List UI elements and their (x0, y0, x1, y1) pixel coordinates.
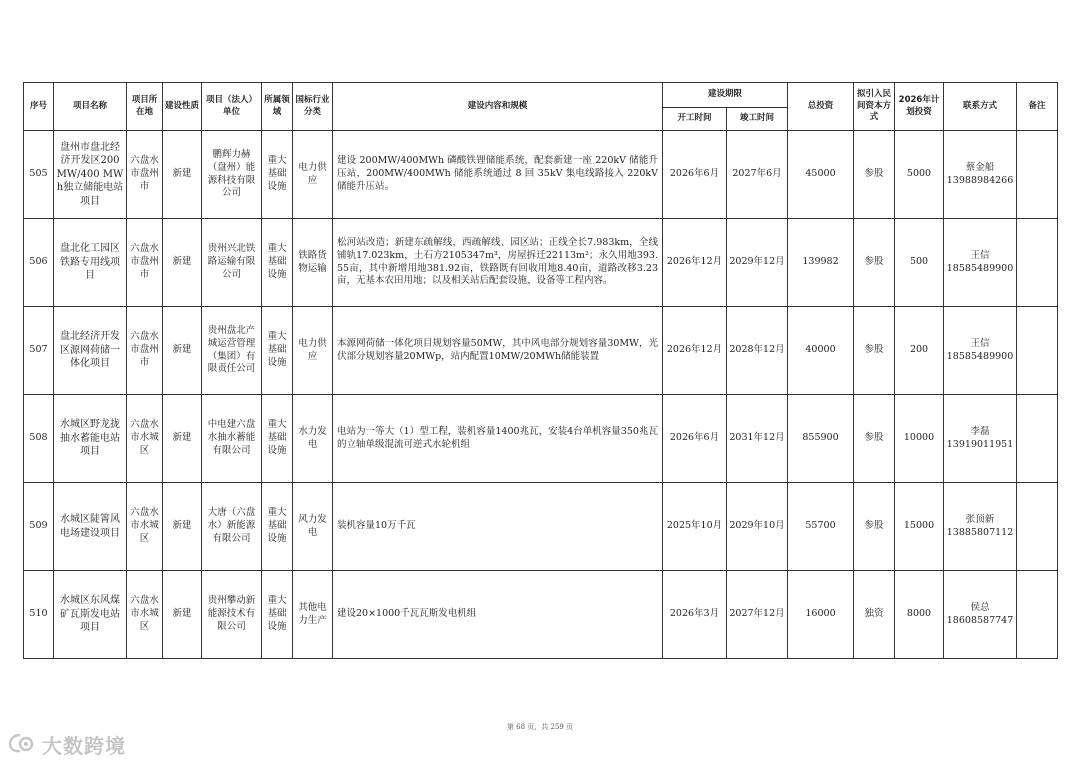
cell-end: 2029年12月 (727, 219, 788, 307)
contact-name: 张顶新 (965, 513, 995, 525)
cell-industry: 电力供应 (293, 131, 333, 219)
cell-seq: 510 (24, 571, 54, 659)
cell-contact (944, 571, 1017, 659)
table-row (24, 571, 1058, 659)
cell-investment: 139982 (788, 219, 854, 307)
cell-domain: 重大基础设施 (262, 307, 293, 395)
col-header-industry: 国标行业分类 (293, 83, 333, 131)
cell-nature: 新建 (163, 307, 202, 395)
cell-start: 2026年6月 (663, 395, 727, 483)
col-header-content: 建设内容和规模 (333, 83, 663, 131)
cell-location: 六盘水市水城区 (127, 395, 163, 483)
cell-seq: 507 (24, 307, 54, 395)
contact-phone: 13885807112 (946, 526, 1014, 538)
cell-unit: 贵州盘北产城运营管理（集团）有限责任公司 (202, 307, 262, 395)
cell-domain: 重大基础设施 (262, 219, 293, 307)
contact-phone: 18585489900 (946, 350, 1014, 362)
cell-investment: 855900 (788, 395, 854, 483)
cell-content: 电站为一等大（1）型工程，装机容量1400兆瓦，安装4台单机容量350兆瓦的立轴单级混流可逆式水轮机组 (333, 395, 663, 483)
cell-end: 2031年12月 (727, 395, 788, 483)
cell-industry: 其他电力生产 (293, 571, 333, 659)
col-header-plan2026: 2026年计划投资 (895, 83, 944, 131)
cell-name: 盘北经济开发区源网荷储一体化项目 (54, 307, 127, 395)
contact-phone: 13988984266 (946, 174, 1014, 186)
col-header-seq: 序号 (24, 83, 54, 131)
cell-domain: 重大基础设施 (262, 395, 293, 483)
cell-private-mode: 参股 (854, 131, 895, 219)
watermark-text: 大数跨境 (42, 734, 126, 758)
cell-investment: 40000 (788, 307, 854, 395)
cell-investment: 55700 (788, 483, 854, 571)
project-table (23, 82, 1058, 659)
cell-start: 2026年12月 (663, 307, 727, 395)
col-header-name: 项目名称 (54, 83, 127, 131)
col-header-start: 开工时间 (663, 108, 727, 131)
col-header-remark: 备注 (1017, 83, 1058, 131)
col-header-location: 项目所在地 (127, 83, 163, 131)
table-body (24, 131, 1058, 659)
col-header-private-mode: 拟引入民间资本方式 (854, 83, 895, 131)
cell-unit: 中电建六盘水抽水蓄能有限公司 (202, 395, 262, 483)
cell-remark (1017, 219, 1058, 307)
watermark (8, 730, 126, 759)
cell-location: 六盘水市水城区 (127, 571, 163, 659)
cell-seq: 509 (24, 483, 54, 571)
cell-name: 水城区野龙拢抽水蓄能电站项目 (54, 395, 127, 483)
cell-contact (944, 483, 1017, 571)
cell-plan2026: 15000 (895, 483, 944, 571)
cell-unit: 鹏辉力赫（盘州）能源科技有限公司 (202, 131, 262, 219)
cell-location: 六盘水市水城区 (127, 483, 163, 571)
cell-start: 2026年12月 (663, 219, 727, 307)
cell-start: 2025年10月 (663, 483, 727, 571)
table-row (24, 395, 1058, 483)
table-row (24, 483, 1058, 571)
contact-name: 蔡金船 (965, 161, 995, 173)
table-row (24, 131, 1058, 219)
cell-nature: 新建 (163, 571, 202, 659)
cell-content: 建设20×1000千瓦瓦斯发电机组 (333, 571, 663, 659)
cell-contact (944, 307, 1017, 395)
cell-seq: 506 (24, 219, 54, 307)
cell-name: 水城区陡箐风电场建设项目 (54, 483, 127, 571)
cell-start: 2026年3月 (663, 571, 727, 659)
table-header (24, 83, 1058, 131)
cell-nature: 新建 (163, 395, 202, 483)
cell-industry: 电力供应 (293, 307, 333, 395)
cell-nature: 新建 (163, 131, 202, 219)
cell-content: 装机容量10万千瓦 (333, 483, 663, 571)
contact-phone: 18585489900 (946, 262, 1014, 274)
contact-name: 侯总 (970, 601, 990, 613)
cell-contact (944, 131, 1017, 219)
cell-private-mode: 独资 (854, 571, 895, 659)
cell-location: 六盘水市盘州市 (127, 131, 163, 219)
cell-seq: 505 (24, 131, 54, 219)
cell-private-mode: 参股 (854, 219, 895, 307)
cell-nature: 新建 (163, 219, 202, 307)
cell-domain: 重大基础设施 (262, 131, 293, 219)
cell-industry: 水力发电 (293, 395, 333, 483)
cell-remark (1017, 395, 1058, 483)
cell-seq: 508 (24, 395, 54, 483)
table-row (24, 307, 1058, 395)
cell-plan2026: 10000 (895, 395, 944, 483)
cell-plan2026: 8000 (895, 571, 944, 659)
cell-end: 2029年10月 (727, 483, 788, 571)
cell-remark (1017, 483, 1058, 571)
contact-phone: 18608587747 (946, 614, 1014, 626)
cell-name: 盘北化工园区铁路专用线项目 (54, 219, 127, 307)
cell-domain: 重大基础设施 (262, 571, 293, 659)
cell-content: 本源网荷储一体化项目规划容量50MW，其中风电部分规划容量30MW，光伏部分规划容量20MWp，站内配置10MW/20MWh储能装置 (333, 307, 663, 395)
contact-name: 李磊 (970, 425, 990, 437)
cell-remark (1017, 571, 1058, 659)
cell-contact (944, 395, 1017, 483)
contact-name: 王信 (970, 337, 990, 349)
cell-content: 建设 200MW/400MWh 磷酸铁锂储能系统，配套新建一座 220kV 储能升压站，200MW/400MWh 储能系统通过 8 回 35kV 集电线路接入 220kV 储能升压站。 (333, 131, 663, 219)
cell-unit: 贵州兴北铁路运输有限公司 (202, 219, 262, 307)
col-header-unit: 项目（法人）单位 (202, 83, 262, 131)
watermark-logo-icon (8, 732, 36, 758)
cell-private-mode: 参股 (854, 307, 895, 395)
table-row (24, 219, 1058, 307)
cell-remark (1017, 307, 1058, 395)
cell-remark (1017, 131, 1058, 219)
cell-plan2026: 200 (895, 307, 944, 395)
cell-nature: 新建 (163, 483, 202, 571)
col-header-end: 竣工时间 (727, 108, 788, 131)
col-header-domain: 所属领域 (262, 83, 293, 131)
cell-end: 2027年6月 (727, 131, 788, 219)
contact-name: 王信 (970, 249, 990, 261)
page-footer: 第 68 页，共 259 页 (506, 723, 574, 731)
cell-unit: 贵州攀动新能源技术有限公司 (202, 571, 262, 659)
cell-plan2026: 5000 (895, 131, 944, 219)
contact-phone: 13919011951 (946, 438, 1014, 450)
col-header-contact: 联系方式 (944, 83, 1017, 131)
cell-start: 2026年6月 (663, 131, 727, 219)
cell-end: 2028年12月 (727, 307, 788, 395)
cell-location: 六盘水市盘州市 (127, 307, 163, 395)
cell-private-mode: 参股 (854, 395, 895, 483)
cell-name: 盘州市盘北经济开发区200MW/400 MWh独立储能电站项目 (54, 131, 127, 219)
col-header-nature: 建设性质 (163, 83, 202, 131)
cell-name: 水城区东风煤矿瓦斯发电站项目 (54, 571, 127, 659)
col-header-period: 建设期限 (663, 83, 788, 108)
cell-industry: 铁路货物运输 (293, 219, 333, 307)
cell-private-mode: 参股 (854, 483, 895, 571)
cell-location: 六盘水市盘州市 (127, 219, 163, 307)
cell-investment: 45000 (788, 131, 854, 219)
cell-industry: 风力发电 (293, 483, 333, 571)
col-header-investment: 总投资 (788, 83, 854, 131)
cell-unit: 大唐（六盘水）新能源有限公司 (202, 483, 262, 571)
cell-plan2026: 500 (895, 219, 944, 307)
cell-end: 2027年12月 (727, 571, 788, 659)
cell-investment: 16000 (788, 571, 854, 659)
cell-content: 松河站改造；新建东疏解线，西疏解线、园区站；正线全长7.983km，全线铺轨17.023km，土石方2105347m³，房屋拆迁22113m²；永久用地393.55亩，其中新增用地381.92亩，铁路既有回收用地8.40亩，道路改移3.23亩，无基本农田用地；以及相关站后配套设施、设备等工程内容。 (333, 219, 663, 307)
cell-domain: 重大基础设施 (262, 483, 293, 571)
cell-contact (944, 219, 1017, 307)
